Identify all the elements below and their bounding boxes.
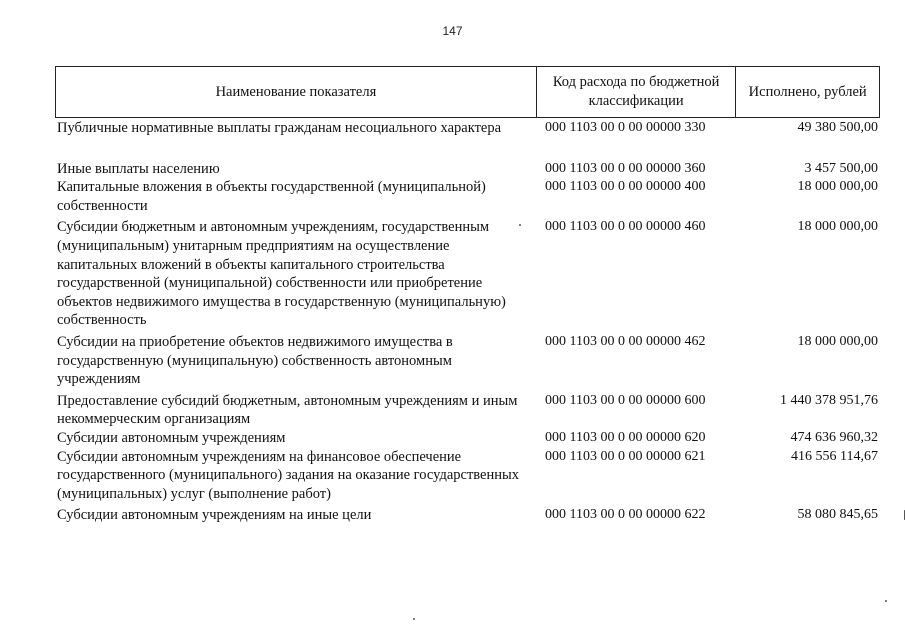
row-amount: 18 000 000,00	[797, 179, 878, 195]
row-code: 000 1103 00 0 00 00000 360	[545, 160, 706, 176]
table-row	[55, 333, 880, 389]
header-code: Код расхода по бюджетной классификации	[536, 67, 736, 117]
row-code: 000 1103 00 0 00 00000 462	[545, 333, 706, 349]
row-amount: 49 380 500,00	[797, 120, 878, 135]
table-row	[55, 119, 880, 138]
row-code: 000 1103 00 0 00 00000 622	[545, 507, 706, 523]
row-name: Субсидии бюджетным и автономным учреждениям, государственным (муниципальным) унитарным предприятиям на осуществление капитальных вложений в объекты капитального строительства государственной (муниципальной) собственности или приобретение объектов недвижимого имущества в государственную (муниципальную) собственность	[57, 219, 506, 329]
row-amount: 3 457 500,00	[804, 160, 878, 176]
row-amount: 416 556 114,67	[791, 448, 878, 464]
row-name: Субсидии на приобретение объектов недвижимого имущества в государственную (муниципальную) собственность автономным учреждениям	[57, 333, 453, 388]
row-name: Публичные нормативные выплаты гражданам несоциального характера	[57, 120, 502, 136]
table-header	[55, 66, 880, 118]
row-name: Субсидии автономным учреждениям на иные цели	[57, 507, 372, 524]
page-number: 147	[442, 24, 463, 38]
scan-speck	[885, 600, 887, 602]
table-row	[55, 506, 880, 525]
expenditure-table	[55, 66, 880, 525]
row-name: Предоставление субсидий бюджетным, автономным учреждениям и иным некоммерческим организациям	[57, 392, 518, 428]
table-row	[55, 178, 880, 215]
row-amount: 18 000 000,00	[797, 333, 878, 349]
header-amount: Исполнено, рублей	[735, 67, 879, 117]
row-code: 000 1103 00 0 00 00000 621	[545, 448, 706, 464]
row-code: 000 1103 00 0 00 00000 600	[545, 392, 706, 408]
table-row	[55, 392, 880, 429]
row-amount: 1 440 378 951,76	[780, 392, 878, 408]
row-code: 000 1103 00 0 00 00000 620	[545, 429, 706, 445]
table-row	[55, 448, 880, 504]
row-code: 000 1103 00 0 00 00000 460	[545, 219, 706, 235]
table-row	[55, 160, 880, 179]
row-amount: 18 000 000,00	[797, 219, 878, 235]
row-name: Капитальные вложения в объекты государственной (муниципальной) собственности	[57, 179, 486, 214]
table-row	[55, 429, 880, 448]
row-name: Субсидии автономным учреждениям	[57, 429, 286, 446]
table-row	[55, 218, 880, 330]
table-body	[55, 119, 880, 525]
scan-speck	[519, 224, 521, 226]
row-name: Субсидии автономным учреждениям на финансовое обеспечение государственного (муниципального) задания на оказание государственных (муниципальных) услуг (выполнение работ)	[57, 448, 519, 502]
row-amount: 474 636 960,32	[790, 429, 878, 445]
row-code: 000 1103 00 0 00 00000 400	[545, 179, 706, 195]
header-name: Наименование показателя	[215, 83, 377, 100]
row-amount: 58 080 845,65	[797, 507, 878, 523]
row-name: Иные выплаты населению	[57, 160, 220, 177]
scan-speck	[413, 618, 415, 620]
row-code: 000 1103 00 0 00 00000 330	[545, 120, 706, 135]
